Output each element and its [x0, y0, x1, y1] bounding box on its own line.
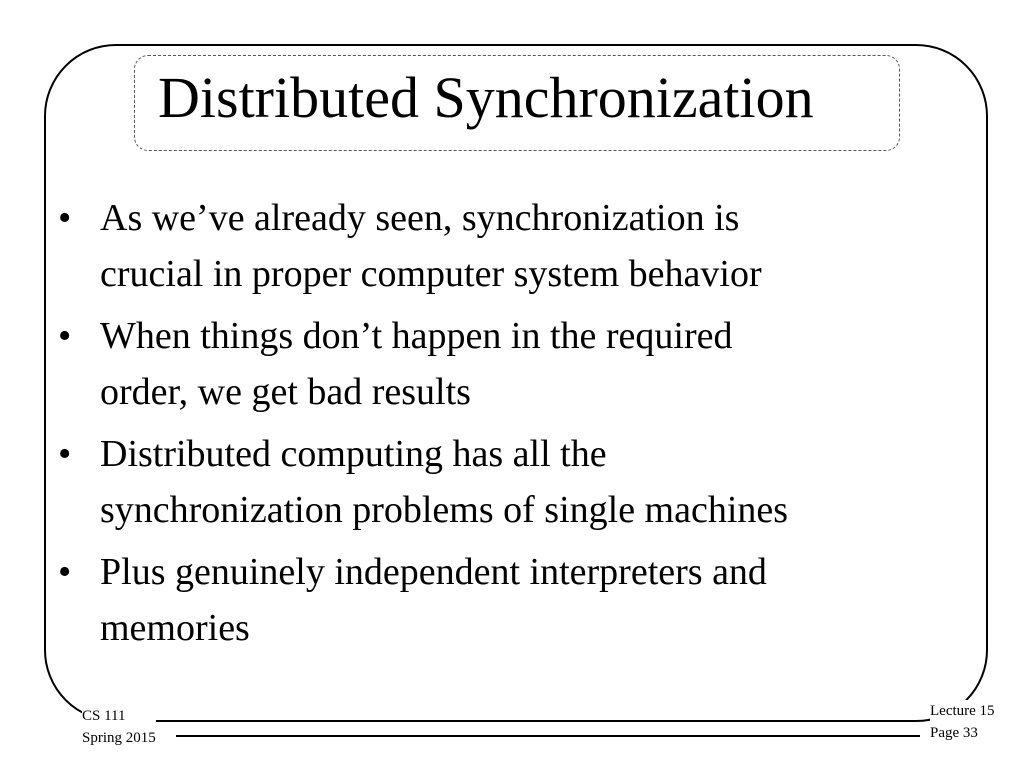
- bullet-text-line: When things don’t happen in the required: [100, 315, 733, 357]
- bullet-icon: •: [58, 315, 72, 357]
- bullet-text-line: Distributed computing has all the: [100, 433, 607, 475]
- footer-course-info: [82, 705, 156, 749]
- bullet-text-line: Plus genuinely independent interpreters and: [100, 551, 767, 593]
- bullet-item: [58, 308, 958, 420]
- bullet-text-line: synchronization problems of single machines: [100, 489, 789, 531]
- bullet-icon: •: [58, 551, 72, 593]
- bullet-text-line: order, we get bad results: [100, 371, 471, 413]
- footer-term: Spring 2015: [82, 730, 156, 746]
- footer-rule: [176, 735, 920, 737]
- bullet-list: [58, 190, 958, 662]
- footer-page-number: Page 33: [930, 725, 978, 741]
- bullet-item: [58, 544, 958, 656]
- bullet-icon: •: [58, 197, 72, 239]
- bullet-item: [58, 190, 958, 302]
- bullet-item: [58, 426, 958, 538]
- footer-lecture: Lecture 15: [930, 703, 995, 719]
- footer-lecture-info: [930, 700, 995, 744]
- bullet-text-line: memories: [100, 607, 250, 649]
- bullet-text-line: crucial in proper computer system behavior: [100, 253, 762, 295]
- bullet-icon: •: [58, 433, 72, 475]
- bullet-text-line: As we’ve already seen, synchronization is: [100, 197, 740, 239]
- footer-course: CS 111: [82, 708, 126, 724]
- slide-title: Distributed Synchronization: [158, 65, 814, 130]
